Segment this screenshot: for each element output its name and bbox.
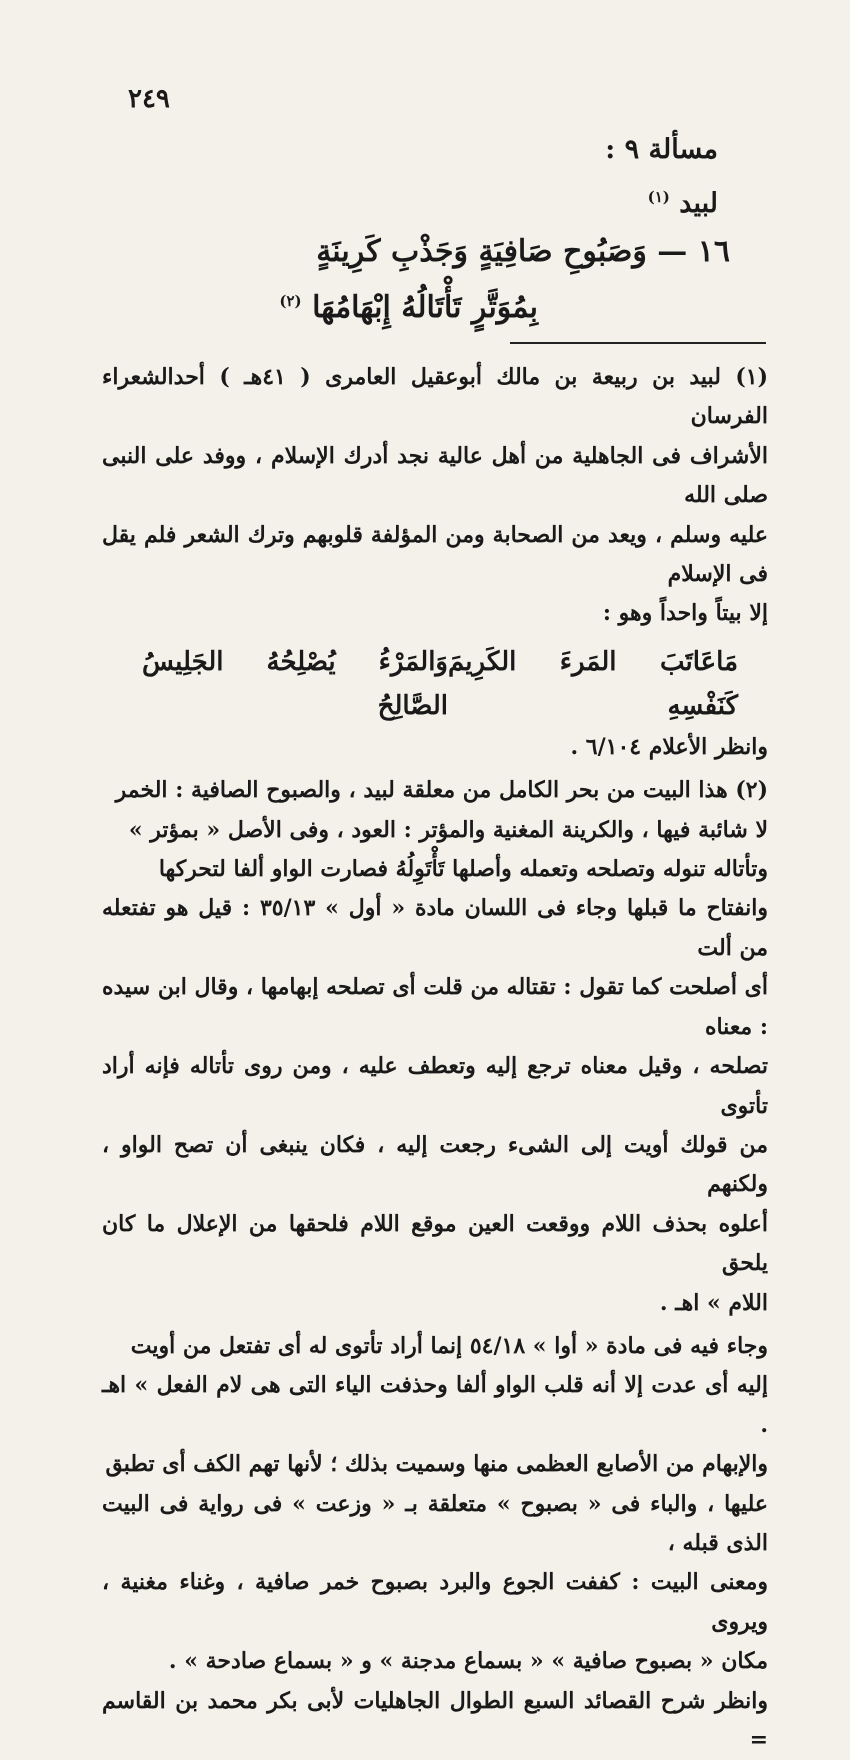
note2-line: (٢) هذا البيت من بحر الكامل من معلقة لبيد ، والصبوح الصافية : الخمر	[115, 777, 768, 804]
note3-line: والإبهام من الأصابع العظمى منها وسميت بذلك ؛ لأنها تهم الكف أى تطبق	[105, 1451, 768, 1478]
verse-line-2-text: بِمُوَتَّرٍ تَأْتَالُهُ إِبْهَامُهَا	[312, 290, 538, 325]
quoted-poem	[102, 634, 768, 728]
question-heading: مسألة ٩ :	[605, 134, 718, 165]
note2-line: اللام » اهـ .	[659, 1289, 768, 1316]
footnotes	[102, 358, 768, 1760]
note2-line: أى أصلحت كما تقول : تقتاله من قلت أى تصلحه إبهامها ، وقال ابن سيده : معناه	[102, 974, 768, 1040]
note2-line: أعلوه بحذف اللام ووقعت العين موقع اللام فلحقها من الإعلال ما كان يلحق	[102, 1210, 768, 1277]
note3-line: وانظر شرح القصائد السبع الطوال الجاهليات لأبى بكر محمد بن القاسم =	[102, 1687, 768, 1753]
note3-line: ومعنى البيت : كففت الجوع والبرد بصبوح خمر صافية ، وغناء مغنية ، ويروى	[102, 1569, 768, 1635]
footnote-divider	[510, 342, 766, 344]
note1-line: إلا بيتاً واحداً وهو :	[602, 600, 768, 627]
poet-name: لبيد	[679, 188, 718, 219]
note1-line: عليه وسلم ، ويعد من الصحابة ومن المؤلفة قلوبهم وترك الشعر فلم يقل فى الإسلام	[102, 521, 768, 588]
poet-line	[648, 188, 718, 219]
note1-line: (١) لبيد بن ربيعة بن مالك أبوعقيل العامرى ( ٤١هـ ) أحدالشعراء الفرسان	[102, 364, 768, 430]
note3-line: عليها ، والباء فى « بصبوح » متعلقة بـ « وزعت » فى رواية فى البيت الذى قبله ،	[102, 1490, 768, 1556]
verse-line-1: ١٦ — وَصَبُوحِ صَافِيَةٍ وَجَذْبِ كَرِينَةٍ	[316, 234, 730, 269]
note1-line: الأشراف فى الجاهلية من أهل عالية نجد أدرك الإسلام ، ووفد على النبى صلى الله	[102, 442, 768, 509]
note2-line: وتأتاله تنوله وتصلحه وتعمله وأصلها تَأْتَوِلُهُ فصارت الواو ألفا لتحركها	[158, 856, 768, 883]
note2-line: لا شائبة فيها ، والكرينة المغنية والمؤتر : العود ، وفى الأصل « بمؤتر »	[128, 816, 768, 843]
note2-line: تصلحه ، وقيل معناه ترجع إليه وتعطف عليه ، ومن روى تأتاله فإنه أراد تأتوى	[102, 1053, 768, 1119]
note3-line: مكان « بصبوح صافية » « بسماع مدجنة » و « بسماع صادحة » .	[168, 1648, 768, 1675]
poem-hemistich-left: وَالمَرْءُ يُصْلِحُهُ الجَلِيسُ الصَّالِحُ	[142, 646, 448, 721]
verse-line-2	[279, 290, 538, 325]
note2-line: وانفتاح ما قبلها وجاء فى اللسان مادة « أول » ٣٥/١٣ : قيل هو تفتعله من ألت	[102, 895, 769, 961]
page-number: ٢٤٩	[128, 84, 170, 114]
note3-line: وجاء فيه فى مادة « أوا » ٥٤/١٨ إنما أراد تأتوى له أى تفتعل من أويت	[130, 1332, 768, 1359]
note1-reference: وانظر الأعلام ٦/١٠٤ .	[570, 733, 768, 760]
footnote-ref-1: (١)	[647, 188, 670, 206]
note3-line: إليه أى عدت إلا أنه قلب الواو ألفا وحذفت الياء التى هى لام الفعل » اهـ .	[102, 1372, 768, 1438]
note2-line: من قولك أويت إلى الشىء رجعت إليه ، فكان ينبغى أن تصح الواو ، ولكنهم	[102, 1131, 768, 1198]
footnote-ref-2: (٢)	[279, 292, 302, 310]
poem-hemistich-right: مَاعَاتَبَ المَرءَ الكَرِيمَ كَنَفْسِهِ	[447, 646, 738, 721]
